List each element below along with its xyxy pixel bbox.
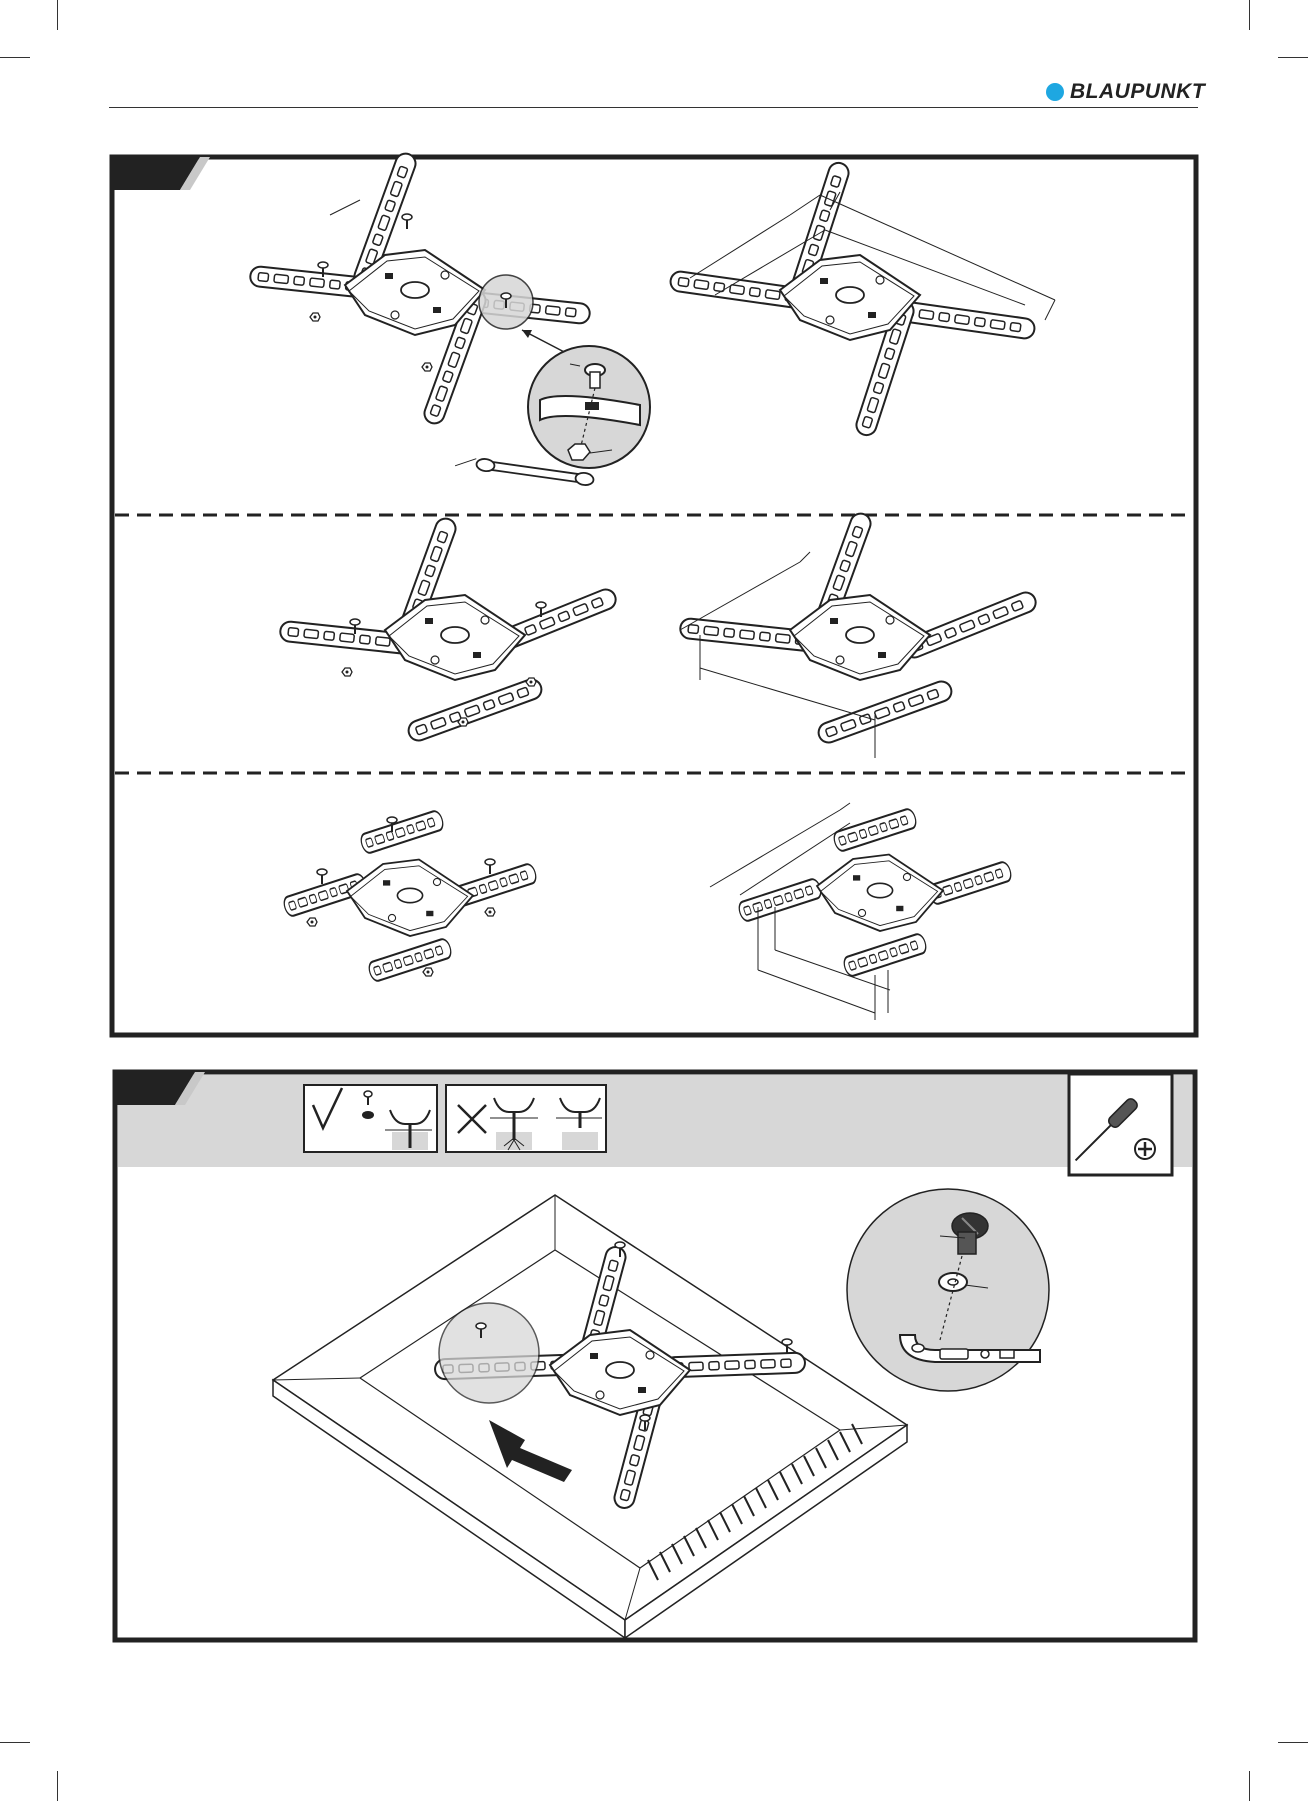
phillips-icon (1135, 1139, 1155, 1159)
hardware-incorrect-box (446, 1085, 606, 1152)
screw-point-highlight (439, 1303, 539, 1403)
screw-detail-circle (847, 1189, 1049, 1391)
brand-name: BLAUPUNKT (1070, 80, 1206, 103)
screwdriver-tool-box (1069, 1074, 1172, 1175)
step2-header-band (118, 1075, 1192, 1167)
zoom-detail-circle (528, 346, 650, 468)
hardware-correct-box (304, 1085, 437, 1152)
